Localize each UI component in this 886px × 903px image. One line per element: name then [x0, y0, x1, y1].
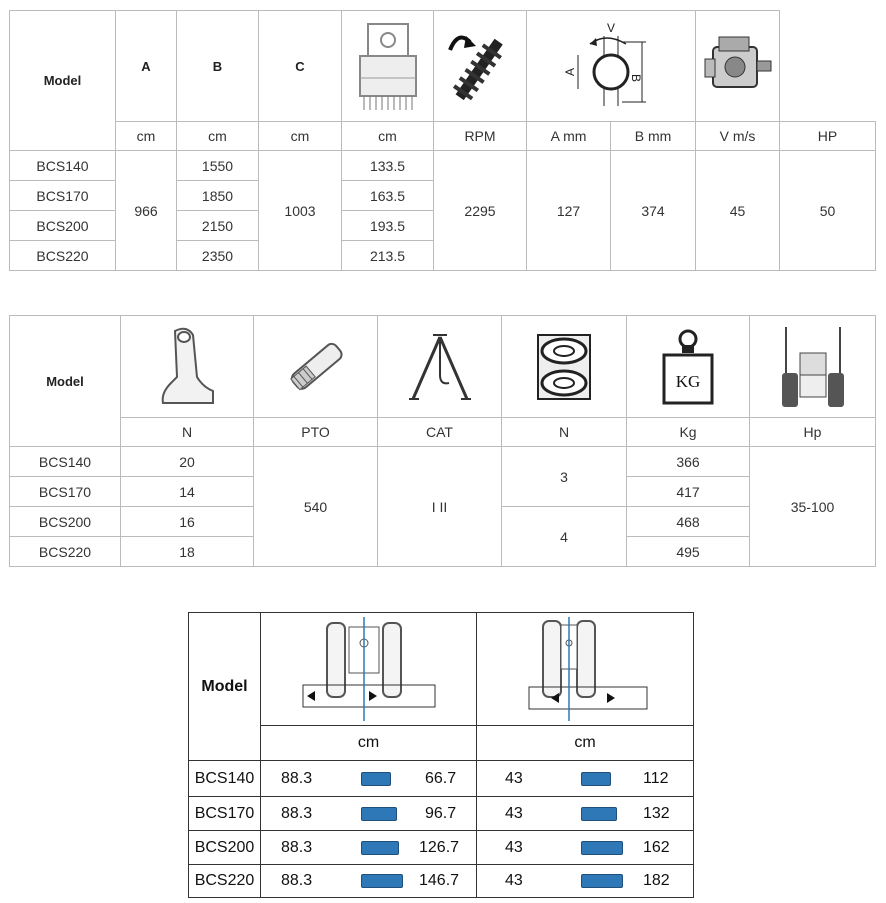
offset-left-value: 88.3 — [281, 838, 313, 856]
value-v-ms: 45 — [696, 151, 780, 271]
offset-table — [188, 612, 694, 898]
model-cell: BCS220 — [10, 241, 116, 271]
model-header: Model — [189, 613, 261, 761]
model-cell: BCS220 — [10, 537, 121, 567]
weight-kg-icon — [627, 316, 750, 418]
offset-left-value: 88.3 — [281, 804, 313, 822]
offset-bar — [361, 807, 397, 821]
model-cell: BCS140 — [189, 761, 261, 797]
unit-cell: cm — [261, 726, 477, 761]
offset-right-cell — [477, 797, 694, 831]
header-a: A — [116, 11, 177, 122]
offset-left-cell — [261, 831, 477, 865]
offset-right-cell — [477, 865, 694, 898]
value-a: 966 — [116, 151, 177, 271]
header-b: B — [177, 11, 259, 122]
value-blades: 20 — [121, 447, 254, 477]
offset-right-value: 112 — [643, 769, 669, 787]
value-hp: 50 — [780, 151, 876, 271]
offset-left-cell — [261, 761, 477, 797]
value-blades: 14 — [121, 477, 254, 507]
offset-right-value: 132 — [643, 804, 670, 822]
value-b: 2350 — [177, 241, 259, 271]
diagram-label-a: A — [563, 67, 577, 76]
value-rollers: 3 — [502, 447, 627, 507]
value-blades: 18 — [121, 537, 254, 567]
offset-right-value: 162 — [643, 838, 670, 856]
value-kg: 366 — [627, 447, 750, 477]
model-header: Model — [10, 316, 121, 447]
diagram-label-v: V — [606, 21, 616, 35]
value-cat: I II — [378, 447, 502, 567]
model-cell: BCS220 — [189, 865, 261, 898]
value-rpm: 2295 — [434, 151, 527, 271]
offset-left-cell — [261, 865, 477, 898]
offset-bar — [361, 874, 403, 888]
value-c: 1003 — [259, 151, 342, 271]
unit-cell: cm — [177, 122, 259, 151]
rotor-rpm-icon — [434, 11, 527, 122]
value-tractor-hp: 35-100 — [750, 447, 876, 567]
unit-cell: CAT — [378, 418, 502, 447]
unit-cell: B mm — [611, 122, 696, 151]
specifications-table — [9, 315, 876, 567]
unit-cell: V m/s — [696, 122, 780, 151]
value-width: 213.5 — [342, 241, 434, 271]
model-cell: BCS200 — [10, 507, 121, 537]
model-header: Model — [10, 11, 116, 151]
unit-cell: RPM — [434, 122, 527, 151]
unit-cell: HP — [780, 122, 876, 151]
value-b: 1550 — [177, 151, 259, 181]
offset-left-value: 43 — [505, 872, 523, 889]
offset-left-value: 43 — [505, 804, 523, 822]
offset-right-cell — [477, 761, 694, 797]
offset-left-value: 88.3 — [281, 769, 313, 787]
model-cell: BCS140 — [10, 447, 121, 477]
model-cell: BCS170 — [10, 477, 121, 507]
offset-bar — [361, 841, 399, 855]
value-width: 193.5 — [342, 211, 434, 241]
roller-icon — [502, 316, 627, 418]
model-cell: BCS170 — [189, 797, 261, 831]
value-pto: 540 — [254, 447, 378, 567]
diagram-label-b: B — [629, 74, 643, 83]
unit-cell: Kg — [627, 418, 750, 447]
header-c: C — [259, 11, 342, 122]
offset-bar — [581, 807, 617, 821]
hitch-cat-icon — [378, 316, 502, 418]
value-rollers: 4 — [502, 507, 627, 567]
offset-right-value: 182 — [643, 872, 670, 889]
value-width: 163.5 — [342, 181, 434, 211]
offset-bar — [581, 841, 623, 855]
offset-right-diagram — [477, 613, 694, 726]
value-blades: 16 — [121, 507, 254, 537]
weight-label: KG — [675, 371, 701, 391]
mower-front-icon — [342, 11, 434, 122]
model-cell: BCS170 — [10, 181, 116, 211]
value-kg: 417 — [627, 477, 750, 507]
pto-shaft-icon — [254, 316, 378, 418]
offset-left-cell — [261, 797, 477, 831]
rotor-diameter-diagram — [527, 11, 696, 122]
unit-cell: cm — [477, 726, 694, 761]
model-cell: BCS200 — [189, 831, 261, 865]
offset-left-value: 43 — [505, 769, 523, 787]
value-width: 133.5 — [342, 151, 434, 181]
hp-motor-icon — [696, 11, 780, 122]
unit-cell: cm — [342, 122, 434, 151]
dimensions-table — [9, 10, 876, 271]
offset-right-value: 146.7 — [419, 872, 460, 889]
offset-right-value: 96.7 — [425, 804, 457, 822]
value-b-mm: 374 — [611, 151, 696, 271]
offset-right-cell — [477, 831, 694, 865]
unit-cell: N — [502, 418, 627, 447]
offset-bar — [581, 772, 611, 786]
model-cell: BCS200 — [10, 211, 116, 241]
tractor-hp-icon — [750, 316, 876, 418]
unit-cell: N — [121, 418, 254, 447]
hammer-blade-icon — [121, 316, 254, 418]
offset-left-value: 88.3 — [281, 872, 313, 889]
offset-bar — [581, 874, 623, 888]
offset-right-value: 126.7 — [419, 838, 460, 856]
model-cell: BCS140 — [10, 151, 116, 181]
offset-left-diagram — [261, 613, 477, 726]
unit-cell: PTO — [254, 418, 378, 447]
value-kg: 468 — [627, 507, 750, 537]
offset-bar — [361, 772, 391, 786]
value-b: 1850 — [177, 181, 259, 211]
unit-cell: cm — [116, 122, 177, 151]
unit-cell: A mm — [527, 122, 611, 151]
offset-right-value: 66.7 — [425, 769, 457, 787]
value-b: 2150 — [177, 211, 259, 241]
value-a-mm: 127 — [527, 151, 611, 271]
unit-cell: cm — [259, 122, 342, 151]
value-kg: 495 — [627, 537, 750, 567]
unit-cell: Hp — [750, 418, 876, 447]
offset-left-value: 43 — [505, 838, 523, 856]
